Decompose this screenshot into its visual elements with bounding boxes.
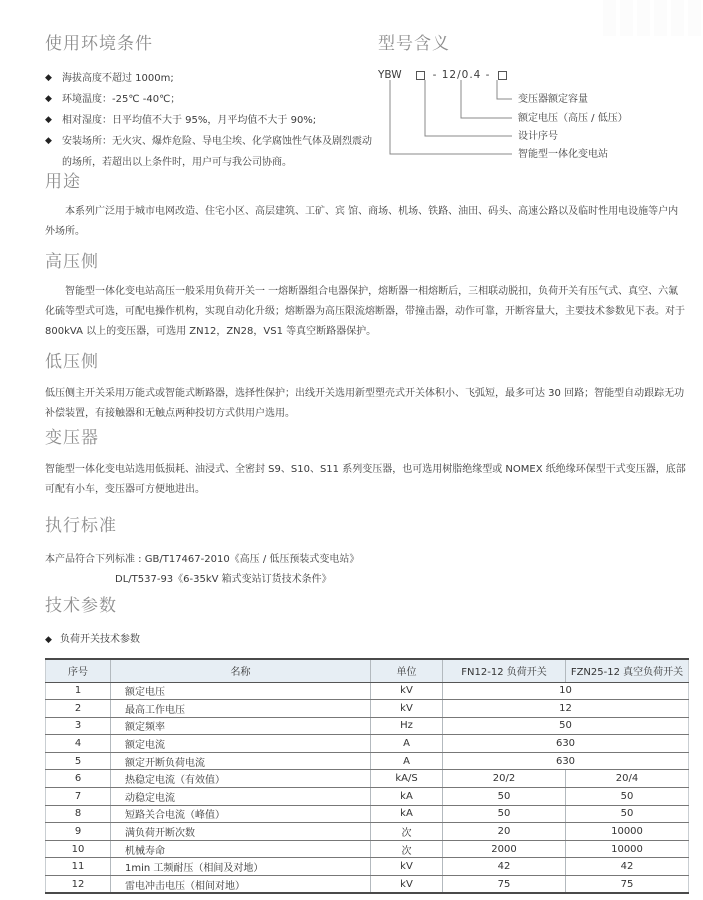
cell-unit: A [371,735,443,753]
cell-fzn25-value: 20/4 [566,770,689,788]
table-row [46,700,689,718]
model-title: 型号含义 [378,34,450,54]
tech-params-subtitle-row [45,632,688,648]
environment-title: 使用环境条件 [45,34,153,54]
table-row [46,788,689,806]
environment-item-text: 海拔高度不超过 1000m; [62,73,174,84]
section-standards [45,514,688,590]
diamond-bullet-icon: ◆ [45,94,52,104]
cell-fn12-value: 20 [443,823,566,841]
list-item [45,89,375,110]
column-header-unit: 单位 [371,659,443,682]
cell-shared-value: 50 [443,717,689,735]
cell-fn12-value: 2000 [443,840,566,858]
section-tech-params [45,594,688,894]
cell-name: 机械寿命 [111,840,371,858]
cell-no: 5 [46,752,111,770]
cell-unit: kV [371,682,443,700]
cell-fzn25-value: 42 [566,858,689,876]
low-voltage-text: 低压侧主开关采用万能式或智能式断路器，选择性保护；出线开关选用新型塑壳式开关体积小、飞弧短，最多可达 30 回路；智能型自动跟踪无功补偿装置，有接触器和无触点两种投切方式供用户选用。 [45,388,685,419]
table-row [46,805,689,823]
cell-shared-value: 630 [443,752,689,770]
cell-name: 短路关合电流（峰值） [111,805,371,823]
cell-fn12-value: 20/2 [443,770,566,788]
cell-no: 1 [46,682,111,700]
cell-shared-value: 12 [443,700,689,718]
cell-no: 3 [46,717,111,735]
cell-no: 6 [46,770,111,788]
environment-item-text: 安装场所：无火灾、爆炸危险、导电尘埃、化学腐蚀性气体及剧烈震动的场所，若超出以上条件时，用户可与我公司协商。 [62,136,372,168]
table-row [46,858,689,876]
cell-name: 满负荷开断次数 [111,823,371,841]
standards-title: 执行标准 [45,516,117,536]
cell-name: 额定开断负荷电流 [111,752,371,770]
cell-fzn25-value: 10000 [566,823,689,841]
cell-no: 7 [46,788,111,806]
environment-item-text: 环境温度：-25℃ -40℃； [62,94,181,105]
cell-name: 雷电冲击电压（相间对地） [111,876,371,894]
transformer-text: 智能型一体化变电站选用低损耗、油浸式、全密封 S9、S10、S11 系列变压器，也可选用树脂绝缘型或 NOMEX 纸绝缘环保型干式变压器，底部可配有小车，变压器可方便地进出。 [45,464,686,495]
cell-unit: kA [371,788,443,806]
table-row [46,770,689,788]
cell-fn12-value: 50 [443,788,566,806]
cell-unit: kA [371,805,443,823]
cell-name: 最高工作电压 [111,700,371,718]
model-code-prefix: YBW [378,69,402,81]
cell-shared-value: 630 [443,735,689,753]
environment-item-text: 相对湿度：日平均值不大于 95%，月平均值不大于 90%; [62,115,317,126]
cell-name: 动稳定电流 [111,788,371,806]
placeholder-box-icon [498,71,507,80]
cell-name: 额定频率 [111,717,371,735]
cell-unit: kA/S [371,770,443,788]
model-label-capacity: 变压器额定容量 [518,94,588,105]
load-switch-params-table [45,658,689,894]
cell-name: 额定电压 [111,682,371,700]
model-label-voltage: 额定电压（高压 / 低压） [518,113,628,124]
table-row [46,840,689,858]
tech-params-subtitle: 负荷开关技术参数 [60,634,140,645]
cell-unit: kV [371,876,443,894]
cell-unit: 次 [371,840,443,858]
cell-no: 12 [46,876,111,894]
low-voltage-title: 低压侧 [45,352,99,372]
transformer-title: 变压器 [45,428,99,448]
diamond-bullet-icon: ◆ [45,73,52,83]
diamond-bullet-icon: ◆ [45,115,52,125]
high-voltage-text: 智能型一体化变电站高压一般采用负荷开关一 一熔断器组合电器保护，熔断器一相熔断后，三相联动脱扣，负荷开关有压气式、真空、六氟化硫等型式可选，可配电操作机构，实现自动化升级；熔断器为高压限流熔断器，带撞击器，动作可靠，开断容量大，主要技术参数见下表。对于 800kVA 以上的变压器，可选用 ZN12，ZN28，VS1 等真空断路器保护。 [45,286,685,337]
section-model-designation [378,32,693,177]
faded-watermark [603,0,703,36]
table-row [46,876,689,894]
cell-fzn25-value: 50 [566,788,689,806]
purpose-title: 用途 [45,172,81,192]
table-row [46,735,689,753]
params-table-body [46,682,689,893]
column-header-fn12: FN12-12 负荷开关 [443,659,566,682]
section-purpose [45,170,688,242]
cell-no: 9 [46,823,111,841]
cell-no: 11 [46,858,111,876]
cell-name: 热稳定电流（有效值） [111,770,371,788]
cell-fzn25-value: 10000 [566,840,689,858]
cell-fn12-value: 42 [443,858,566,876]
column-header-name: 名称 [111,659,371,682]
section-transformer [45,426,688,500]
column-header-no: 序号 [46,659,111,682]
purpose-text: 本系列广泛用于城市电网改造、住宅小区、高层建筑、工矿、宾 馆、商场、机场、铁路、油田、码头、高速公路以及临时性用电设施等户内外场所。 [45,206,679,237]
cell-unit: Hz [371,717,443,735]
model-code-mid: - 12/0.4 - [432,69,491,81]
diamond-bullet-icon: ◆ [45,635,52,645]
cell-unit: kV [371,700,443,718]
list-item [45,110,375,131]
model-label-design: 设计序号 [518,131,558,142]
cell-unit: kV [371,858,443,876]
table-row [46,717,689,735]
standards-line-2: DL/T537-93《6-35kV 箱式变站订货技术条件》 [115,574,332,585]
cell-fzn25-value: 50 [566,805,689,823]
cell-unit: A [371,752,443,770]
cell-name: 额定电流 [111,735,371,753]
cell-no: 4 [46,735,111,753]
section-high-voltage [45,250,688,342]
cell-no: 8 [46,805,111,823]
model-connector-lines [386,80,518,160]
cell-fn12-value: 50 [443,805,566,823]
list-item [45,68,375,89]
cell-shared-value: 10 [443,682,689,700]
high-voltage-title: 高压侧 [45,252,99,272]
table-header-row [46,659,689,682]
cell-fn12-value: 75 [443,876,566,894]
cell-no: 2 [46,700,111,718]
cell-unit: 次 [371,823,443,841]
cell-name: 1min 工频耐压（相间及对地） [111,858,371,876]
placeholder-box-icon [416,71,425,80]
list-item [45,131,375,173]
model-label-station: 智能型一体化变电站 [518,149,608,160]
table-row [46,823,689,841]
section-environment [45,32,375,173]
cell-no: 10 [46,840,111,858]
table-row [46,752,689,770]
diamond-bullet-icon: ◆ [45,136,52,146]
column-header-fzn25: FZN25-12 真空负荷开关 [566,659,689,682]
cell-fzn25-value: 75 [566,876,689,894]
standards-line-1: 本产品符合下列标准 : GB/T17467-2010《高压 / 低压预装式变电站》 [45,554,360,565]
section-low-voltage [45,350,688,424]
environment-list [45,68,375,173]
tech-params-title: 技术参数 [45,596,117,616]
table-row [46,682,689,700]
